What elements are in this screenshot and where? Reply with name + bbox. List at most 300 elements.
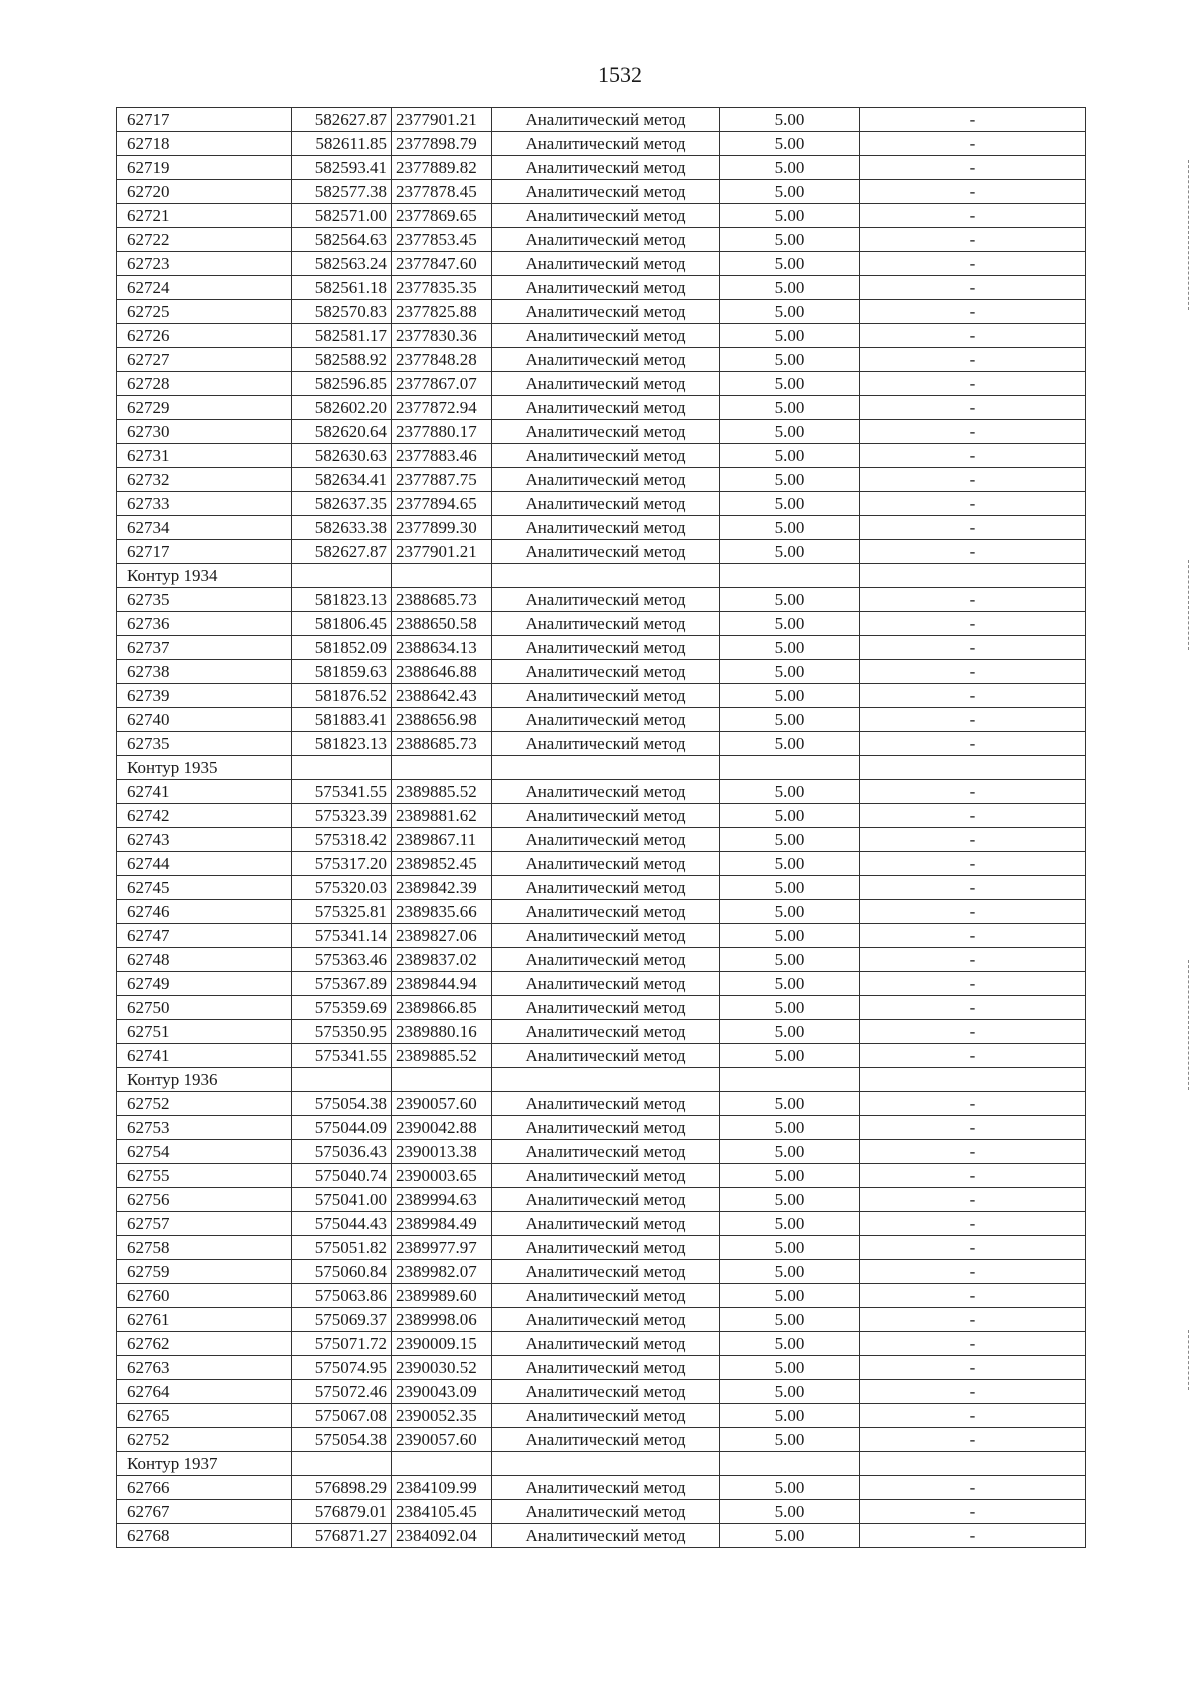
point-id-cell: 62717 xyxy=(117,108,292,132)
accuracy-cell: 5.00 xyxy=(720,420,860,444)
table-row xyxy=(117,1092,1086,1116)
note-cell: - xyxy=(860,1476,1086,1500)
y-coordinate-cell: 2390030.52 xyxy=(392,1356,492,1380)
y-coordinate-cell: 2377901.21 xyxy=(392,108,492,132)
x-coordinate-cell: 575041.00 xyxy=(292,1188,392,1212)
point-id-cell: 62736 xyxy=(117,612,292,636)
accuracy-cell: 5.00 xyxy=(720,636,860,660)
empty-cell xyxy=(392,564,492,588)
table-row xyxy=(117,420,1086,444)
table-row xyxy=(117,1116,1086,1140)
table-row xyxy=(117,900,1086,924)
empty-cell xyxy=(720,1068,860,1092)
y-coordinate-cell: 2377894.65 xyxy=(392,492,492,516)
point-id-cell: 62755 xyxy=(117,1164,292,1188)
x-coordinate-cell: 575054.38 xyxy=(292,1428,392,1452)
table-row xyxy=(117,1044,1086,1068)
table-row xyxy=(117,1524,1086,1548)
point-id-cell: 62734 xyxy=(117,516,292,540)
table-row xyxy=(117,1380,1086,1404)
y-coordinate-cell: 2388656.98 xyxy=(392,708,492,732)
method-cell: Аналитический метод xyxy=(492,1188,720,1212)
method-cell: Аналитический метод xyxy=(492,300,720,324)
note-cell: - xyxy=(860,1356,1086,1380)
contour-header-row xyxy=(117,756,1086,780)
x-coordinate-cell: 582627.87 xyxy=(292,108,392,132)
note-cell: - xyxy=(860,1116,1086,1140)
table-row xyxy=(117,876,1086,900)
note-cell: - xyxy=(860,852,1086,876)
method-cell: Аналитический метод xyxy=(492,108,720,132)
point-id-cell: 62728 xyxy=(117,372,292,396)
y-coordinate-cell: 2377867.07 xyxy=(392,372,492,396)
x-coordinate-cell: 582581.17 xyxy=(292,324,392,348)
note-cell: - xyxy=(860,924,1086,948)
method-cell: Аналитический метод xyxy=(492,156,720,180)
point-id-cell: 62765 xyxy=(117,1404,292,1428)
table-row xyxy=(117,1212,1086,1236)
accuracy-cell: 5.00 xyxy=(720,1092,860,1116)
accuracy-cell: 5.00 xyxy=(720,1140,860,1164)
y-coordinate-cell: 2389844.94 xyxy=(392,972,492,996)
method-cell: Аналитический метод xyxy=(492,732,720,756)
x-coordinate-cell: 581876.52 xyxy=(292,684,392,708)
x-coordinate-cell: 575350.95 xyxy=(292,1020,392,1044)
method-cell: Аналитический метод xyxy=(492,852,720,876)
point-id-cell: 62767 xyxy=(117,1500,292,1524)
accuracy-cell: 5.00 xyxy=(720,492,860,516)
method-cell: Аналитический метод xyxy=(492,804,720,828)
point-id-cell: 62761 xyxy=(117,1308,292,1332)
y-coordinate-cell: 2389998.06 xyxy=(392,1308,492,1332)
table-row xyxy=(117,660,1086,684)
note-cell: - xyxy=(860,1428,1086,1452)
method-cell: Аналитический метод xyxy=(492,708,720,732)
table-row xyxy=(117,228,1086,252)
point-id-cell: 62766 xyxy=(117,1476,292,1500)
y-coordinate-cell: 2384092.04 xyxy=(392,1524,492,1548)
x-coordinate-cell: 575363.46 xyxy=(292,948,392,972)
x-coordinate-cell: 582564.63 xyxy=(292,228,392,252)
empty-cell xyxy=(292,1452,392,1476)
note-cell: - xyxy=(860,156,1086,180)
y-coordinate-cell: 2377878.45 xyxy=(392,180,492,204)
accuracy-cell: 5.00 xyxy=(720,132,860,156)
contour-label: Контур 1935 xyxy=(117,756,292,780)
table-row xyxy=(117,276,1086,300)
note-cell: - xyxy=(860,1308,1086,1332)
x-coordinate-cell: 582602.20 xyxy=(292,396,392,420)
accuracy-cell: 5.00 xyxy=(720,1476,860,1500)
accuracy-cell: 5.00 xyxy=(720,828,860,852)
contour-header-row xyxy=(117,564,1086,588)
note-cell: - xyxy=(860,300,1086,324)
empty-cell xyxy=(292,756,392,780)
x-coordinate-cell: 575060.84 xyxy=(292,1260,392,1284)
point-id-cell: 62751 xyxy=(117,1020,292,1044)
point-id-cell: 62758 xyxy=(117,1236,292,1260)
point-id-cell: 62719 xyxy=(117,156,292,180)
x-coordinate-cell: 575367.89 xyxy=(292,972,392,996)
method-cell: Аналитический метод xyxy=(492,324,720,348)
note-cell: - xyxy=(860,324,1086,348)
contour-header-row xyxy=(117,1068,1086,1092)
note-cell: - xyxy=(860,900,1086,924)
x-coordinate-cell: 581823.13 xyxy=(292,588,392,612)
y-coordinate-cell: 2390042.88 xyxy=(392,1116,492,1140)
x-coordinate-cell: 575320.03 xyxy=(292,876,392,900)
y-coordinate-cell: 2377883.46 xyxy=(392,444,492,468)
table-row xyxy=(117,1020,1086,1044)
y-coordinate-cell: 2388634.13 xyxy=(392,636,492,660)
point-id-cell: 62733 xyxy=(117,492,292,516)
y-coordinate-cell: 2377889.82 xyxy=(392,156,492,180)
accuracy-cell: 5.00 xyxy=(720,108,860,132)
y-coordinate-cell: 2377872.94 xyxy=(392,396,492,420)
method-cell: Аналитический метод xyxy=(492,1044,720,1068)
empty-cell xyxy=(860,1068,1086,1092)
accuracy-cell: 5.00 xyxy=(720,1236,860,1260)
table-row xyxy=(117,708,1086,732)
table-row xyxy=(117,1188,1086,1212)
note-cell: - xyxy=(860,660,1086,684)
accuracy-cell: 5.00 xyxy=(720,1356,860,1380)
method-cell: Аналитический метод xyxy=(492,396,720,420)
point-id-cell: 62741 xyxy=(117,780,292,804)
accuracy-cell: 5.00 xyxy=(720,948,860,972)
point-id-cell: 62768 xyxy=(117,1524,292,1548)
table-body xyxy=(117,108,1086,1548)
method-cell: Аналитический метод xyxy=(492,492,720,516)
y-coordinate-cell: 2389984.49 xyxy=(392,1212,492,1236)
accuracy-cell: 5.00 xyxy=(720,1164,860,1188)
note-cell: - xyxy=(860,540,1086,564)
point-id-cell: 62763 xyxy=(117,1356,292,1380)
note-cell: - xyxy=(860,1020,1086,1044)
x-coordinate-cell: 575036.43 xyxy=(292,1140,392,1164)
method-cell: Аналитический метод xyxy=(492,1332,720,1356)
y-coordinate-cell: 2388642.43 xyxy=(392,684,492,708)
table-row xyxy=(117,852,1086,876)
y-coordinate-cell: 2390013.38 xyxy=(392,1140,492,1164)
table-row xyxy=(117,948,1086,972)
table-row xyxy=(117,1332,1086,1356)
table-row xyxy=(117,1308,1086,1332)
x-coordinate-cell: 575063.86 xyxy=(292,1284,392,1308)
scan-margin-mark xyxy=(1188,560,1190,650)
point-id-cell: 62762 xyxy=(117,1332,292,1356)
accuracy-cell: 5.00 xyxy=(720,300,860,324)
scan-margin-mark xyxy=(1188,960,1190,1090)
empty-cell xyxy=(860,564,1086,588)
y-coordinate-cell: 2377869.65 xyxy=(392,204,492,228)
y-coordinate-cell: 2377825.88 xyxy=(392,300,492,324)
note-cell: - xyxy=(860,996,1086,1020)
x-coordinate-cell: 582620.64 xyxy=(292,420,392,444)
y-coordinate-cell: 2389989.60 xyxy=(392,1284,492,1308)
method-cell: Аналитический метод xyxy=(492,444,720,468)
accuracy-cell: 5.00 xyxy=(720,228,860,252)
point-id-cell: 62743 xyxy=(117,828,292,852)
y-coordinate-cell: 2377898.79 xyxy=(392,132,492,156)
point-id-cell: 62744 xyxy=(117,852,292,876)
note-cell: - xyxy=(860,1188,1086,1212)
x-coordinate-cell: 575341.55 xyxy=(292,780,392,804)
accuracy-cell: 5.00 xyxy=(720,972,860,996)
x-coordinate-cell: 582571.00 xyxy=(292,204,392,228)
empty-cell xyxy=(492,1452,720,1476)
method-cell: Аналитический метод xyxy=(492,468,720,492)
note-cell: - xyxy=(860,276,1086,300)
x-coordinate-cell: 576871.27 xyxy=(292,1524,392,1548)
point-id-cell: 62720 xyxy=(117,180,292,204)
x-coordinate-cell: 575341.14 xyxy=(292,924,392,948)
table-row xyxy=(117,684,1086,708)
accuracy-cell: 5.00 xyxy=(720,660,860,684)
point-id-cell: 62721 xyxy=(117,204,292,228)
y-coordinate-cell: 2389885.52 xyxy=(392,1044,492,1068)
table-row xyxy=(117,492,1086,516)
note-cell: - xyxy=(860,420,1086,444)
point-id-cell: 62750 xyxy=(117,996,292,1020)
table-row xyxy=(117,300,1086,324)
y-coordinate-cell: 2389867.11 xyxy=(392,828,492,852)
method-cell: Аналитический метод xyxy=(492,1308,720,1332)
empty-cell xyxy=(720,564,860,588)
y-coordinate-cell: 2389827.06 xyxy=(392,924,492,948)
table-row xyxy=(117,1428,1086,1452)
empty-cell xyxy=(292,1068,392,1092)
method-cell: Аналитический метод xyxy=(492,252,720,276)
table-row xyxy=(117,996,1086,1020)
note-cell: - xyxy=(860,1332,1086,1356)
x-coordinate-cell: 582577.38 xyxy=(292,180,392,204)
note-cell: - xyxy=(860,612,1086,636)
point-id-cell: 62745 xyxy=(117,876,292,900)
y-coordinate-cell: 2389835.66 xyxy=(392,900,492,924)
contour-label: Контур 1937 xyxy=(117,1452,292,1476)
method-cell: Аналитический метод xyxy=(492,1500,720,1524)
table-row xyxy=(117,204,1086,228)
accuracy-cell: 5.00 xyxy=(720,612,860,636)
x-coordinate-cell: 582611.85 xyxy=(292,132,392,156)
x-coordinate-cell: 582634.41 xyxy=(292,468,392,492)
method-cell: Аналитический метод xyxy=(492,276,720,300)
accuracy-cell: 5.00 xyxy=(720,876,860,900)
accuracy-cell: 5.00 xyxy=(720,708,860,732)
table-row xyxy=(117,828,1086,852)
point-id-cell: 62760 xyxy=(117,1284,292,1308)
y-coordinate-cell: 2384109.99 xyxy=(392,1476,492,1500)
method-cell: Аналитический метод xyxy=(492,996,720,1020)
accuracy-cell: 5.00 xyxy=(720,780,860,804)
accuracy-cell: 5.00 xyxy=(720,1404,860,1428)
x-coordinate-cell: 575044.43 xyxy=(292,1212,392,1236)
y-coordinate-cell: 2389982.07 xyxy=(392,1260,492,1284)
empty-cell xyxy=(720,1452,860,1476)
scan-margin-mark xyxy=(1188,1330,1190,1390)
method-cell: Аналитический метод xyxy=(492,1380,720,1404)
point-id-cell: 62732 xyxy=(117,468,292,492)
y-coordinate-cell: 2389852.45 xyxy=(392,852,492,876)
x-coordinate-cell: 576879.01 xyxy=(292,1500,392,1524)
accuracy-cell: 5.00 xyxy=(720,924,860,948)
y-coordinate-cell: 2377880.17 xyxy=(392,420,492,444)
x-coordinate-cell: 575325.81 xyxy=(292,900,392,924)
accuracy-cell: 5.00 xyxy=(720,1332,860,1356)
contour-label: Контур 1934 xyxy=(117,564,292,588)
method-cell: Аналитический метод xyxy=(492,948,720,972)
accuracy-cell: 5.00 xyxy=(720,804,860,828)
point-id-cell: 62753 xyxy=(117,1116,292,1140)
y-coordinate-cell: 2384105.45 xyxy=(392,1500,492,1524)
method-cell: Аналитический метод xyxy=(492,636,720,660)
y-coordinate-cell: 2389842.39 xyxy=(392,876,492,900)
table-row xyxy=(117,972,1086,996)
table-row xyxy=(117,132,1086,156)
x-coordinate-cell: 582588.92 xyxy=(292,348,392,372)
y-coordinate-cell: 2389885.52 xyxy=(392,780,492,804)
y-coordinate-cell: 2390057.60 xyxy=(392,1092,492,1116)
y-coordinate-cell: 2388685.73 xyxy=(392,588,492,612)
y-coordinate-cell: 2389866.85 xyxy=(392,996,492,1020)
point-id-cell: 62729 xyxy=(117,396,292,420)
method-cell: Аналитический метод xyxy=(492,612,720,636)
y-coordinate-cell: 2377901.21 xyxy=(392,540,492,564)
point-id-cell: 62738 xyxy=(117,660,292,684)
x-coordinate-cell: 575341.55 xyxy=(292,1044,392,1068)
method-cell: Аналитический метод xyxy=(492,180,720,204)
note-cell: - xyxy=(860,516,1086,540)
y-coordinate-cell: 2377899.30 xyxy=(392,516,492,540)
point-id-cell: 62749 xyxy=(117,972,292,996)
note-cell: - xyxy=(860,948,1086,972)
contour-label: Контур 1936 xyxy=(117,1068,292,1092)
note-cell: - xyxy=(860,1260,1086,1284)
point-id-cell: 62741 xyxy=(117,1044,292,1068)
note-cell: - xyxy=(860,204,1086,228)
table-row xyxy=(117,1164,1086,1188)
note-cell: - xyxy=(860,108,1086,132)
page-number: 1532 xyxy=(598,62,642,87)
point-id-cell: 62740 xyxy=(117,708,292,732)
x-coordinate-cell: 575074.95 xyxy=(292,1356,392,1380)
note-cell: - xyxy=(860,1164,1086,1188)
note-cell: - xyxy=(860,1044,1086,1068)
note-cell: - xyxy=(860,1404,1086,1428)
x-coordinate-cell: 581823.13 xyxy=(292,732,392,756)
table-row xyxy=(117,444,1086,468)
y-coordinate-cell: 2390009.15 xyxy=(392,1332,492,1356)
accuracy-cell: 5.00 xyxy=(720,588,860,612)
x-coordinate-cell: 582630.63 xyxy=(292,444,392,468)
table-row xyxy=(117,1236,1086,1260)
accuracy-cell: 5.00 xyxy=(720,324,860,348)
accuracy-cell: 5.00 xyxy=(720,1524,860,1548)
method-cell: Аналитический метод xyxy=(492,660,720,684)
method-cell: Аналитический метод xyxy=(492,420,720,444)
method-cell: Аналитический метод xyxy=(492,348,720,372)
accuracy-cell: 5.00 xyxy=(720,996,860,1020)
table-row xyxy=(117,588,1086,612)
x-coordinate-cell: 581883.41 xyxy=(292,708,392,732)
empty-cell xyxy=(492,564,720,588)
note-cell: - xyxy=(860,1236,1086,1260)
point-id-cell: 62735 xyxy=(117,732,292,756)
note-cell: - xyxy=(860,708,1086,732)
table-row xyxy=(117,324,1086,348)
accuracy-cell: 5.00 xyxy=(720,444,860,468)
method-cell: Аналитический метод xyxy=(492,1020,720,1044)
accuracy-cell: 5.00 xyxy=(720,1260,860,1284)
point-id-cell: 62723 xyxy=(117,252,292,276)
table-row xyxy=(117,612,1086,636)
accuracy-cell: 5.00 xyxy=(720,348,860,372)
point-id-cell: 62737 xyxy=(117,636,292,660)
point-id-cell: 62764 xyxy=(117,1380,292,1404)
accuracy-cell: 5.00 xyxy=(720,1020,860,1044)
note-cell: - xyxy=(860,468,1086,492)
accuracy-cell: 5.00 xyxy=(720,276,860,300)
accuracy-cell: 5.00 xyxy=(720,852,860,876)
y-coordinate-cell: 2390057.60 xyxy=(392,1428,492,1452)
accuracy-cell: 5.00 xyxy=(720,468,860,492)
accuracy-cell: 5.00 xyxy=(720,252,860,276)
method-cell: Аналитический метод xyxy=(492,1284,720,1308)
method-cell: Аналитический метод xyxy=(492,132,720,156)
y-coordinate-cell: 2377847.60 xyxy=(392,252,492,276)
table-row xyxy=(117,732,1086,756)
coordinates-table xyxy=(116,107,1086,1548)
method-cell: Аналитический метод xyxy=(492,1236,720,1260)
method-cell: Аналитический метод xyxy=(492,900,720,924)
accuracy-cell: 5.00 xyxy=(720,372,860,396)
accuracy-cell: 5.00 xyxy=(720,516,860,540)
table-row xyxy=(117,780,1086,804)
table-row xyxy=(117,252,1086,276)
x-coordinate-cell: 582561.18 xyxy=(292,276,392,300)
note-cell: - xyxy=(860,1524,1086,1548)
note-cell: - xyxy=(860,252,1086,276)
empty-cell xyxy=(860,756,1086,780)
accuracy-cell: 5.00 xyxy=(720,1212,860,1236)
point-id-cell: 62747 xyxy=(117,924,292,948)
x-coordinate-cell: 582633.38 xyxy=(292,516,392,540)
point-id-cell: 62752 xyxy=(117,1428,292,1452)
table-row xyxy=(117,1140,1086,1164)
y-coordinate-cell: 2388685.73 xyxy=(392,732,492,756)
x-coordinate-cell: 575317.20 xyxy=(292,852,392,876)
x-coordinate-cell: 582593.41 xyxy=(292,156,392,180)
table-row xyxy=(117,108,1086,132)
note-cell: - xyxy=(860,1284,1086,1308)
x-coordinate-cell: 576898.29 xyxy=(292,1476,392,1500)
method-cell: Аналитический метод xyxy=(492,588,720,612)
x-coordinate-cell: 581806.45 xyxy=(292,612,392,636)
x-coordinate-cell: 575044.09 xyxy=(292,1116,392,1140)
note-cell: - xyxy=(860,732,1086,756)
x-coordinate-cell: 582570.83 xyxy=(292,300,392,324)
table-row xyxy=(117,372,1086,396)
note-cell: - xyxy=(860,588,1086,612)
y-coordinate-cell: 2377848.28 xyxy=(392,348,492,372)
accuracy-cell: 5.00 xyxy=(720,1284,860,1308)
point-id-cell: 62717 xyxy=(117,540,292,564)
y-coordinate-cell: 2390003.65 xyxy=(392,1164,492,1188)
note-cell: - xyxy=(860,828,1086,852)
method-cell: Аналитический метод xyxy=(492,1476,720,1500)
table-row xyxy=(117,156,1086,180)
